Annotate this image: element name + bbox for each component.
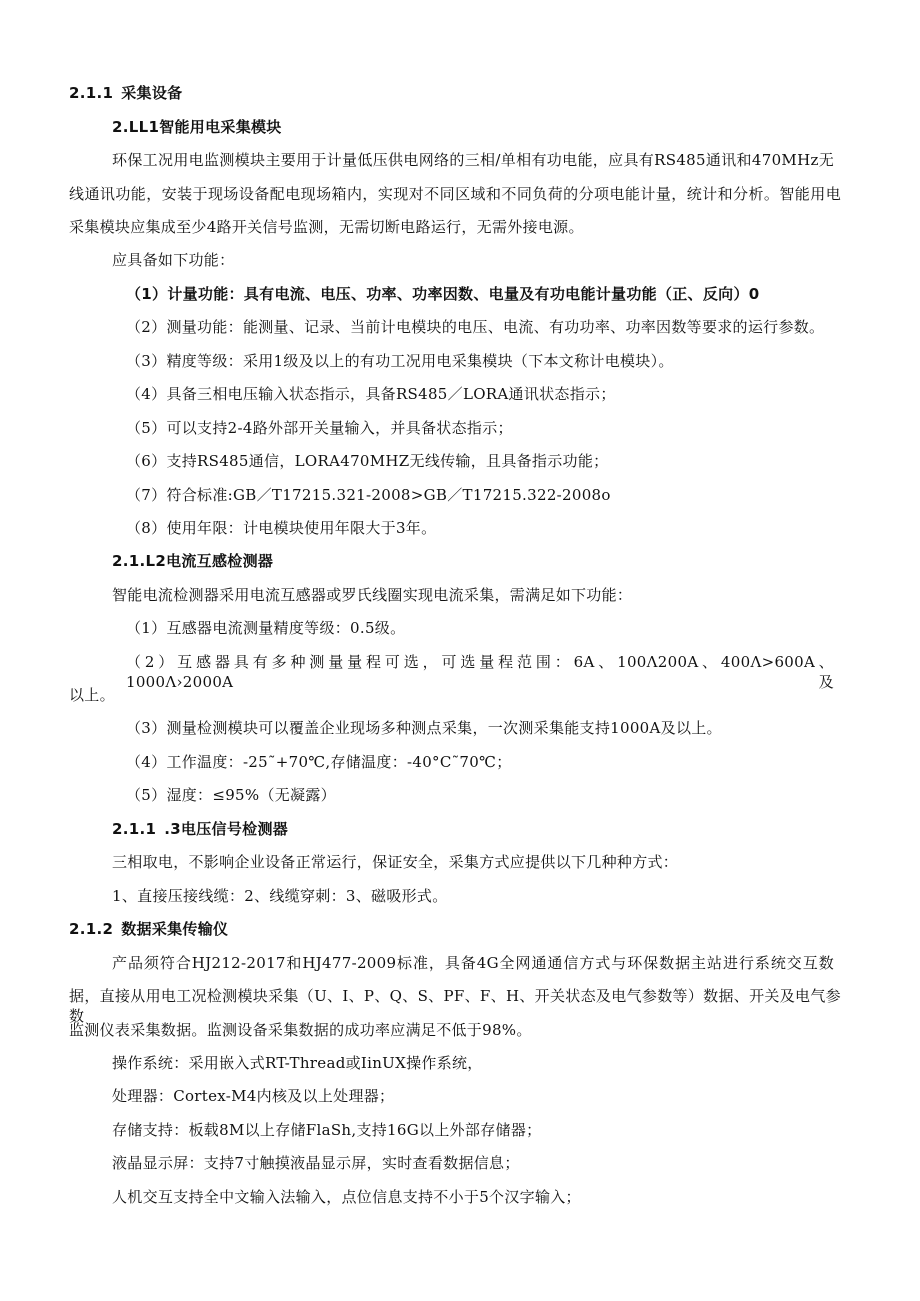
subsection-heading-current-detector: 2.1.L2电流互感检测器 [112, 552, 274, 570]
list-item: （8）使用年限：计电模块使用年限大于3年。 [126, 519, 437, 537]
paragraph-line: 智能电流检测器采用电流互感器或罗氏线圈实现电流采集，需满足如下功能： [112, 586, 633, 604]
list-item: （1）互感器电流测量精度等级：0.5级。 [126, 619, 406, 637]
spec-line: 操作系统：采用嵌入式RT-Thread或IinUX操作系统， [112, 1054, 483, 1072]
paragraph-line: 1、直接压接线缆：2、线缆穿刺：3、磁吸形式。 [112, 887, 448, 905]
list-item: （5）湿度：≤95%（无凝露） [126, 786, 336, 804]
paragraph-line: 监测仪表采集数据。监测设备采集数据的成功率应满足不低于98%。 [69, 1021, 532, 1039]
spec-line: 液晶显示屏：支持7寸触摸液晶显示屏，实时查看数据信息； [112, 1154, 520, 1172]
section-heading-2-1-2 [69, 919, 228, 939]
list-item: （2）测量功能：能测量、记录、当前计电模块的电压、电流、有功功率、功率因数等要求的运行参数。 [126, 318, 825, 336]
section-number: 2.1.1 [112, 820, 157, 838]
section-number: 2.1.2 [69, 920, 114, 938]
list-item: （2）互感器具有多种测量量程可选，可选量程范围：6A、100Λ200A、400Λ>600A、1000Λ›2000A及 [126, 653, 834, 691]
section-heading-2-1-1 [69, 83, 182, 103]
paragraph-line: 应具备如下功能： [112, 251, 235, 269]
section-number: 2.1.1 [69, 84, 114, 102]
paragraph-line: 环保工况用电监测模块主要用于计量低压供电网络的三相/单相有功电能，应具有RS485通讯和470MHz无 [112, 151, 834, 169]
spec-line: 存储支持：板载8M以上存储FlaSh,支持16G以上外部存储器； [112, 1121, 542, 1139]
paragraph-line: 线通讯功能，安装于现场设备配电现场箱内，实现对不同区域和不同负荷的分项电能计量，统计和分析。智能用电 [69, 185, 841, 203]
list-item: （4）具备三相电压输入状态指示，具备RS485／LORA通讯状态指示； [126, 385, 616, 403]
paragraph-line: 产品须符合HJ212-2017和HJ477-2009标准，具备4G全网通通信方式与环保数据主站进行系统交互数 [112, 954, 834, 972]
section-title: .3电压信号检测器 [164, 820, 289, 838]
list-item: （1）计量功能：具有电流、电压、功率、功率因数、电量及有功电能计量功能（正、反向）0 [126, 285, 760, 303]
list-item: （3）精度等级：采用1级及以上的有功工况用电采集模块（下本文称计电模块）。 [126, 352, 674, 370]
spec-line: 处理器：Cortex-M4内核及以上处理器； [112, 1087, 395, 1105]
section-title: 数据采集传输仪 [121, 920, 229, 938]
paragraph-line: 据，直接从用电工况检测模块采集（U、I、P、Q、S、PF、F、H、开关状态及电气参数等）数据、开关及电气参数 [69, 987, 841, 1025]
spec-line: 人机交互支持全中文输入法输入，点位信息支持不小于5个汉字输入； [112, 1188, 581, 1206]
list-item: （6）支持RS485通信，LORA470MHZ无线传输，且具备指示功能； [126, 452, 609, 470]
subsection-heading-smart-meter: 2.LL1智能用电采集模块 [112, 118, 282, 136]
list-item: （7）符合标准:GB／T17215.321-2008>GB／T17215.322-2008o [126, 486, 611, 504]
list-item-continuation: 以上。 [69, 686, 115, 704]
paragraph-line: 采集模块应集成至少4路开关信号监测，无需切断电路运行，无需外接电源。 [69, 218, 584, 236]
subsection-heading-voltage-detector [112, 819, 288, 839]
list-item: （5）可以支持2-4路外部开关量输入，并具备状态指示； [126, 419, 513, 437]
section-title: 采集设备 [121, 84, 183, 102]
paragraph-line: 三相取电，不影响企业设备正常运行，保证安全，采集方式应提供以下几种种方式： [112, 853, 679, 871]
list-item: （4）工作温度：-25˜+70℃,存储温度：-40°C˜70℃； [126, 753, 512, 771]
list-item: （3）测量检测模块可以覆盖企业现场多种测点采集，一次测采集能支持1000A及以上。 [126, 719, 722, 737]
